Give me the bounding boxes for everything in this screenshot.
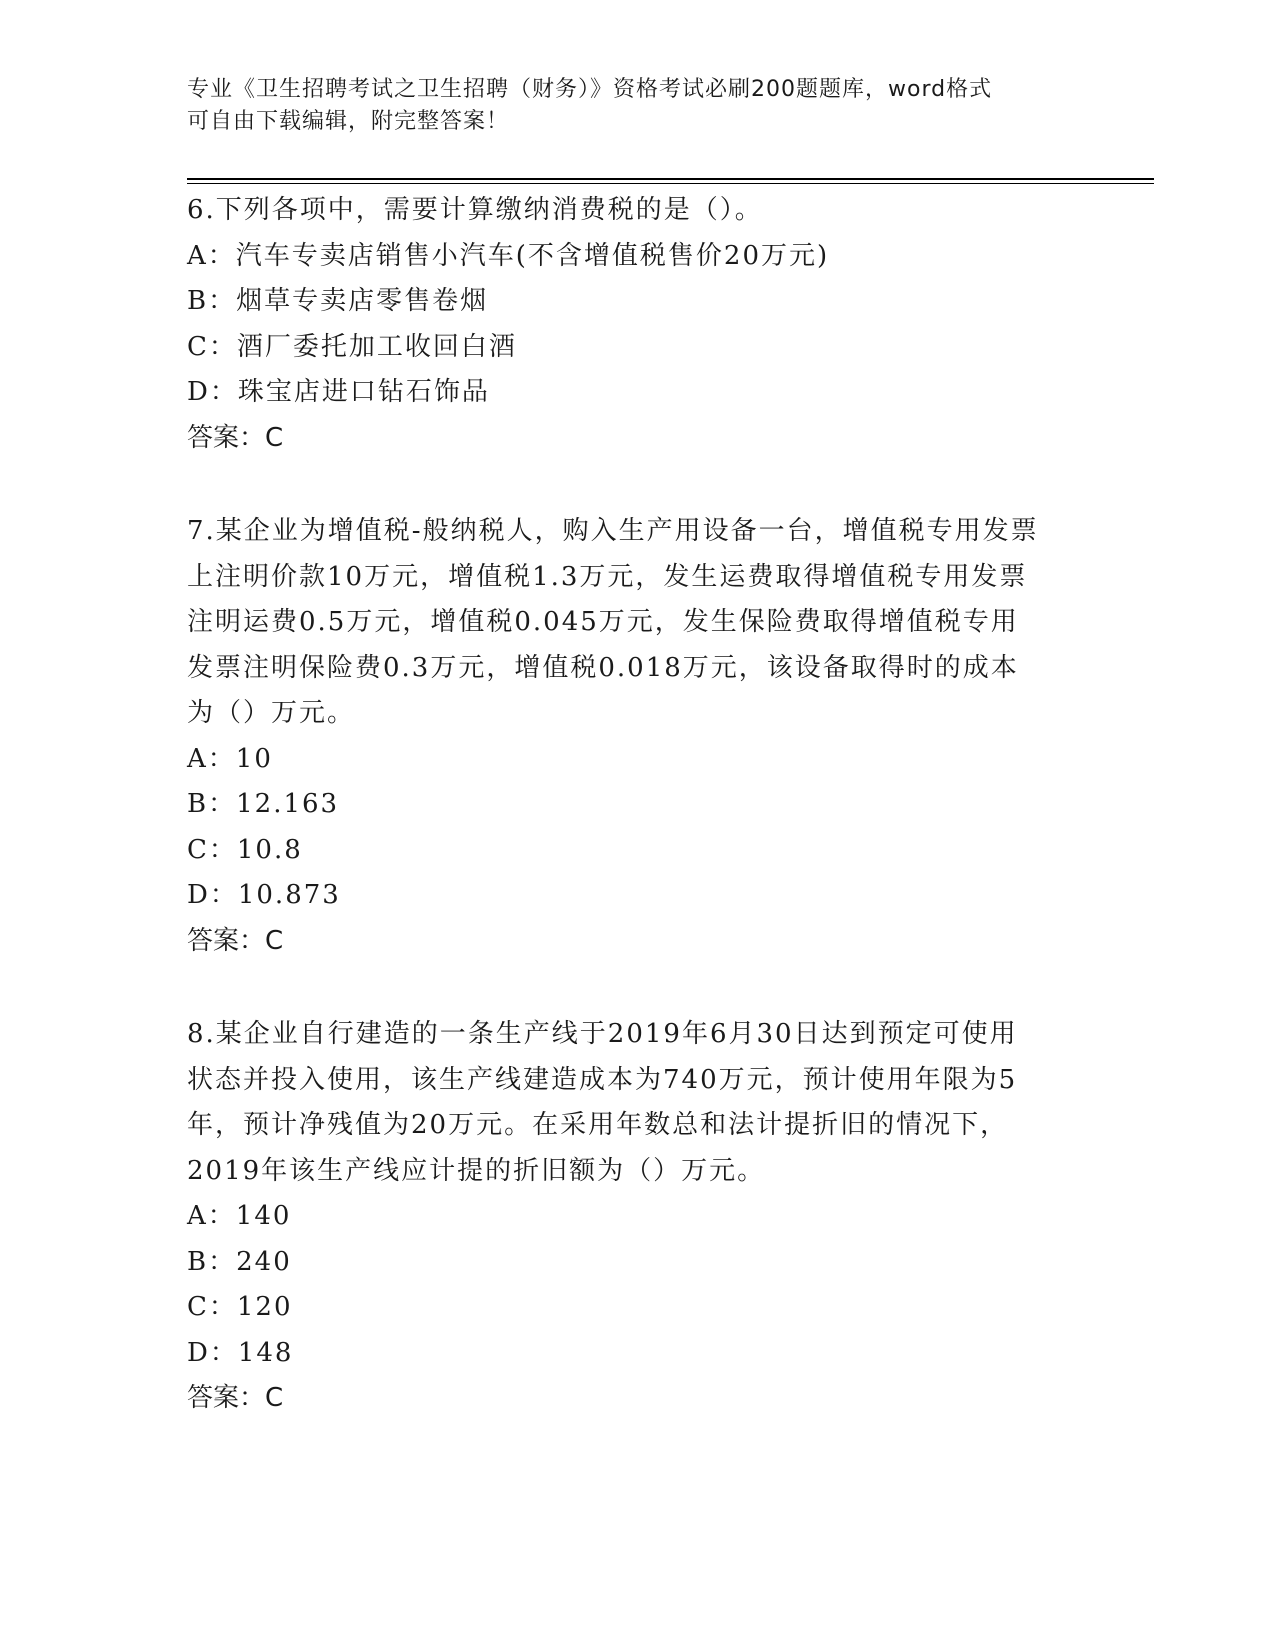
header-divider-thick [187, 178, 1154, 180]
option-b: B：240 [187, 1246, 292, 1277]
option-a: A：10 [187, 743, 273, 774]
header-divider-thin [187, 183, 1154, 184]
answer: 答案：C [187, 422, 284, 453]
option-a: A：汽车专卖店销售小汽车(不含增值税售价20万元) [187, 240, 830, 271]
answer: 答案：C [187, 1383, 284, 1413]
spacer [187, 461, 1087, 509]
spacer [187, 964, 1087, 1012]
header-line-2: 可自由下载编辑，附完整答案！ [187, 109, 510, 134]
question-stem-line: 注明运费0.5万元，增值税0.045万元，发生保险费取得增值税专用 [187, 607, 1019, 637]
question-stem-line: 2019年该生产线应计提的折旧额为（）万元。 [187, 1155, 766, 1186]
question-stem-line: 8.某企业自行建造的一条生产线于2019年6月30日达到预定可使用 [187, 1019, 1018, 1049]
question-stem-line: 状态并投入使用，该生产线建造成本为740万元，预计使用年限为5 [187, 1064, 1018, 1095]
header-line-1: 专业《卫生招聘考试之卫生招聘（财务）》资格考试必刷200题题库，word格式 [187, 77, 993, 102]
question-7 [187, 509, 1087, 964]
option-c: C：10.8 [187, 834, 303, 865]
option-d: D：10.873 [187, 880, 341, 910]
question-stem-line: 7.某企业为增值税-般纳税人，购入生产用设备一台，增值税专用发票 [187, 516, 1039, 546]
option-d: D：珠宝店进口钻石饰品 [187, 377, 490, 407]
question-stem-line: 上注明价款10万元，增值税1.3万元，发生运费取得增值税专用发票 [187, 561, 1028, 592]
document-header [187, 74, 1067, 138]
question-stem-line: 为（）万元。 [187, 698, 356, 728]
option-c: C：酒厂委托加工收回白酒 [187, 331, 517, 362]
option-b: B：12.163 [187, 789, 340, 819]
question-stem-line: 6.下列各项中，需要计算缴纳消费税的是（）。 [187, 195, 763, 225]
answer: 答案：C [187, 925, 284, 956]
question-list [187, 188, 1087, 1422]
option-a: A：140 [187, 1201, 292, 1231]
option-d: D：148 [187, 1337, 294, 1368]
question-6 [187, 188, 1087, 461]
question-stem-line: 发票注明保险费0.3万元，增值税0.018万元，该设备取得时的成本 [187, 652, 1019, 683]
question-8 [187, 1012, 1087, 1422]
option-b: B：烟草专卖店零售卷烟 [187, 286, 489, 316]
question-stem-line: 年，预计净残值为20万元。在采用年数总和法计提折旧的情况下， [187, 1110, 1009, 1140]
option-c: C：120 [187, 1292, 293, 1322]
